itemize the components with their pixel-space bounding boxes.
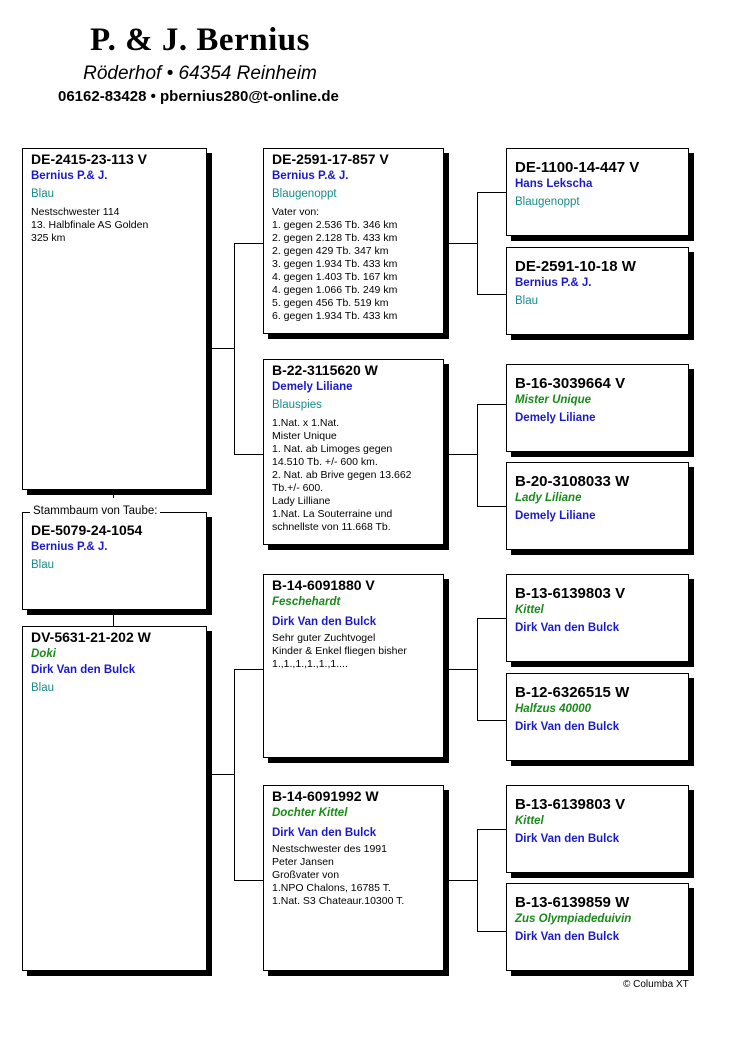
owner-name: Dirk Van den Bulck — [272, 827, 377, 839]
pigeon-name: Mister Unique — [515, 394, 592, 406]
owner-name: Bernius P.& J. — [515, 277, 592, 289]
ring-number: B-12-6326515 W — [515, 684, 630, 701]
ring-number: DV-5631-21-202 W — [31, 629, 151, 645]
connector-line — [477, 404, 478, 506]
connector-line — [207, 774, 234, 775]
owner-name: Dirk Van den Bulck — [515, 622, 620, 634]
ancestor-card-fff — [506, 148, 689, 236]
ring-number: B-14-6091880 V — [272, 577, 375, 593]
ancestor-card-mff — [506, 574, 689, 662]
pigeon-name: Zus Olympiadeduivin — [515, 913, 632, 925]
pedigree-label: Stammbaum von Taube: — [30, 505, 160, 517]
pigeon-name: Lady Liliane — [515, 492, 582, 504]
ring-number: B-13-6139803 V — [515, 585, 626, 602]
breeder-address: Röderhof • 64354 Reinheim — [83, 63, 317, 84]
breeder-name: P. & J. Bernius — [90, 22, 310, 58]
feather-color: Blaugenoppt — [272, 188, 337, 200]
maternal-grandmother-card — [263, 785, 444, 971]
connector-line — [234, 454, 263, 455]
ancestor-card-mmf — [506, 785, 689, 873]
pigeon-name: Kittel — [515, 815, 544, 827]
connector-line — [207, 348, 234, 349]
mother-card — [22, 626, 207, 971]
owner-name: Bernius P.& J. — [31, 541, 108, 553]
ancestor-card-fmm — [506, 462, 689, 550]
pigeon-notes: Nestschwester 114 13. Halbfinale AS Golden 325 km — [31, 206, 149, 244]
owner-name: Dirk Van den Bulck — [515, 833, 620, 845]
connector-line — [444, 243, 477, 244]
owner-name: Bernius P.& J. — [272, 170, 349, 182]
ancestor-card-mfm — [506, 673, 689, 761]
pigeon-name: Kittel — [515, 604, 544, 616]
ring-number: DE-2591-10-18 W — [515, 258, 636, 275]
ancestor-card-mmm — [506, 883, 689, 971]
connector-line — [444, 880, 477, 881]
owner-name: Demely Liliane — [272, 381, 353, 393]
feather-color: Blau — [31, 682, 55, 694]
connector-line — [477, 829, 506, 830]
connector-line — [477, 829, 478, 931]
ring-number: B-13-6139803 V — [515, 796, 626, 813]
maternal-grandfather-card — [263, 574, 444, 758]
pigeon-notes: Nestschwester des 1991 Peter Jansen Großvater von 1.NPO Chalons, 16785 T. 1.Nat. S3 Chateaur.10300 T. — [272, 843, 405, 907]
ancestor-card-fmf — [506, 364, 689, 452]
feather-color: Blau — [31, 559, 55, 571]
owner-name: Hans Lekscha — [515, 178, 593, 190]
pigeon-name: Dochter Kittel — [272, 807, 348, 819]
connector-line — [444, 454, 477, 455]
feather-color: Blau — [31, 188, 55, 200]
ring-number: DE-1100-14-447 V — [515, 159, 640, 176]
owner-name: Demely Liliane — [515, 412, 596, 424]
father-card — [22, 148, 207, 490]
pigeon-notes: 1.Nat. x 1.Nat. Mister Unique 1. Nat. ab Limoges gegen 14.510 Tb. +/- 600 km. 2. Nat. ab Brive gegen 13.662 Tb.+/- 600. Lady Lilliane 1.Nat. La Souterraine und schnellste von 11.668 Tb. — [272, 417, 412, 533]
owner-name: Dirk Van den Bulck — [515, 931, 620, 943]
ring-number: B-16-3039664 V — [515, 375, 626, 392]
connector-line — [477, 931, 506, 932]
feather-color: Blaugenoppt — [515, 196, 580, 208]
breeder-contact: 06162-83428 • pbernius280@t-online.de — [58, 88, 339, 105]
connector-line — [234, 669, 263, 670]
ring-number: B-14-6091992 W — [272, 788, 379, 804]
connector-line — [234, 243, 263, 244]
owner-name: Dirk Van den Bulck — [515, 721, 620, 733]
ring-number: B-13-6139859 W — [515, 894, 630, 911]
pigeon-notes: Vater von: 1. gegen 2.536 Tb. 346 km 2. gegen 2.128 Tb. 433 km 2. gegen 429 Tb. 347 km 3. gegen 1.934 Tb. 433 km 4. gegen 1.403 Tb. 167 km 4. gegen 1.066 Tb. 249 km 5. gegen 456 Tb. 519 km 6. gegen 1.934 Tb. 433 km — [272, 206, 398, 322]
connector-line — [477, 618, 506, 619]
owner-name: Bernius P.& J. — [31, 170, 108, 182]
paternal-grandmother-card — [263, 359, 444, 545]
ancestor-card-ffm — [506, 247, 689, 335]
connector-line — [234, 880, 263, 881]
pigeon-name: Halfzus 40000 — [515, 703, 592, 715]
connector-line — [444, 669, 477, 670]
ring-number: DE-2591-17-857 V — [272, 151, 389, 167]
pigeon-notes: Sehr guter Zuchtvogel Kinder & Enkel fliegen bisher 1.,1.,1.,1.,1.,1.... — [272, 632, 407, 670]
connector-line — [234, 243, 235, 454]
connector-line — [477, 506, 506, 507]
connector-line — [477, 192, 506, 193]
feather-color: Blau — [515, 295, 539, 307]
owner-name: Demely Liliane — [515, 510, 596, 522]
connector-line — [477, 720, 506, 721]
feather-color: Blauspies — [272, 399, 322, 411]
owner-name: Dirk Van den Bulck — [31, 664, 136, 676]
connector-line — [477, 192, 478, 294]
connector-line — [477, 618, 478, 720]
copyright-footer: © Columba XT — [623, 979, 689, 990]
connector-line — [113, 610, 114, 626]
paternal-grandfather-card — [263, 148, 444, 334]
ring-number: B-20-3108033 W — [515, 473, 630, 490]
pigeon-name: Doki — [31, 648, 56, 660]
ring-number: DE-5079-24-1054 — [31, 522, 143, 538]
connector-line — [234, 669, 235, 880]
subject-card — [22, 512, 207, 610]
ring-number: DE-2415-23-113 V — [31, 151, 147, 167]
pigeon-name: Feschehardt — [272, 596, 341, 608]
connector-line — [477, 294, 506, 295]
ring-number: B-22-3115620 W — [272, 362, 378, 378]
owner-name: Dirk Van den Bulck — [272, 616, 377, 628]
connector-line — [477, 404, 506, 405]
connector-line — [113, 490, 114, 498]
